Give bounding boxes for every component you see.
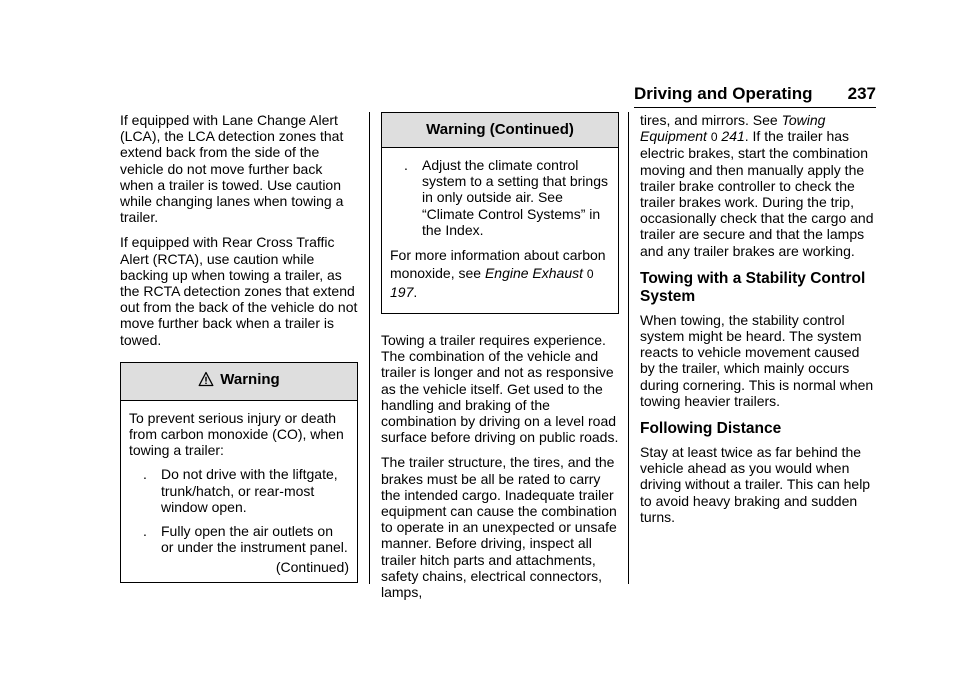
page-ref-number[interactable]: 241 <box>721 128 745 145</box>
paragraph-experience: Towing a trailer requires experience. The combination of the vehicle and trailer is longer and not as responsive as the vehicle itself. Get used to the handling and braking of the combination by driving on a level road surface before driving on public roads. <box>381 332 619 446</box>
bullet-text: Adjust the climate control system to a setting that brings in only outside air. See “Climate Control Systems” in the Index. <box>422 157 608 238</box>
bullet-text: Do not drive with the liftgate, trunk/hatch, or rear-most window open. <box>161 466 338 515</box>
engine-exhaust-link[interactable]: Engine Exhaust <box>484 265 584 282</box>
column-3 <box>640 112 876 534</box>
warning-more-info <box>390 246 610 301</box>
paragraph-text: tires, and mirrors. See <box>640 112 782 128</box>
warning-bullet <box>129 523 349 555</box>
warning-header <box>121 363 357 401</box>
warning-title: Warning <box>220 370 280 388</box>
paragraph-mirrors <box>640 112 876 259</box>
page-header <box>634 84 876 104</box>
bullet-mark: . <box>143 523 147 540</box>
warning-header: Warning (Continued) <box>382 113 618 148</box>
more-info-text: For more information about carbon monoxide, see <box>390 247 606 282</box>
page-ref-icon: 0 <box>710 130 718 145</box>
paragraph-structure: The trailer structure, the tires, and the brakes must be all be rated to carry the intended cargo. Inadequate trailer equipment can cause the combination to operate in an unexpected or unsafe manner. Before driving, inspect all trailer hitch parts and attachments, safety chains, electrical connectors, lamps, <box>381 454 617 601</box>
warning-body <box>121 401 357 582</box>
paragraph-following: Stay at least twice as far behind the vehicle ahead as you would when driving without a trailer. This can help to avoid heavy braking and sudden turns. <box>640 444 871 525</box>
paragraph-stability: When towing, the stability control system might be heard. The system reacts to vehicle movement caused by the trailer, which mainly occurs during cornering. This is normal when towing heavier trailers. <box>640 311 874 409</box>
column-1 <box>120 112 358 595</box>
warning-icon <box>198 371 214 392</box>
page-ref-number[interactable]: 197 <box>390 284 414 301</box>
column-2 <box>381 112 619 609</box>
section-title: Driving and Operating <box>634 84 813 103</box>
bullet-mark: . <box>143 466 147 483</box>
column-divider <box>369 112 370 584</box>
page-number: 237 <box>847 84 876 103</box>
continued-label: (Continued) <box>275 559 349 576</box>
heading-following-distance: Following Distance <box>640 420 782 438</box>
page-ref-icon: 0 <box>586 267 594 282</box>
paragraph-text: . If the trailer has electric brakes, start the combination moving and then manually apply the trailer brake controller to check the trailer brakes work. During the trip, occasionally check that the cargo and trailer are secure and that the lamps and any trailer brakes are working. <box>640 128 874 259</box>
warning-body <box>382 148 618 313</box>
warning-box <box>120 362 358 583</box>
heading-stability-control: Towing with a Stability Control System <box>640 269 866 305</box>
header-rule <box>634 107 876 108</box>
warning-bullet <box>390 157 610 238</box>
warning-bullet <box>129 466 349 515</box>
warning-box-continued <box>381 112 619 314</box>
paragraph-rcta: If equipped with Rear Cross Traffic Alert (RCTA), use caution while backing up when towing a trailer, as the RCTA detection zones that extend out from the back of the vehicle do not move further back when a trailer is towed. <box>120 234 358 348</box>
towing-equipment-link[interactable]: Towing Equipment <box>640 112 826 145</box>
bullet-text: Fully open the air outlets on or under the instrument panel. <box>161 523 348 556</box>
warning-intro: To prevent serious injury or death from carbon monoxide (CO), when towing a trailer: <box>129 409 344 459</box>
period: . <box>413 284 418 301</box>
paragraph-lca: If equipped with Lane Change Alert (LCA), the LCA detection zones that extend back from the side of the vehicle do not move further back when a trailer is towed. Use caution while changing lanes when towing a trailer. <box>120 112 344 226</box>
bullet-mark: . <box>404 157 408 173</box>
column-divider <box>628 112 629 584</box>
